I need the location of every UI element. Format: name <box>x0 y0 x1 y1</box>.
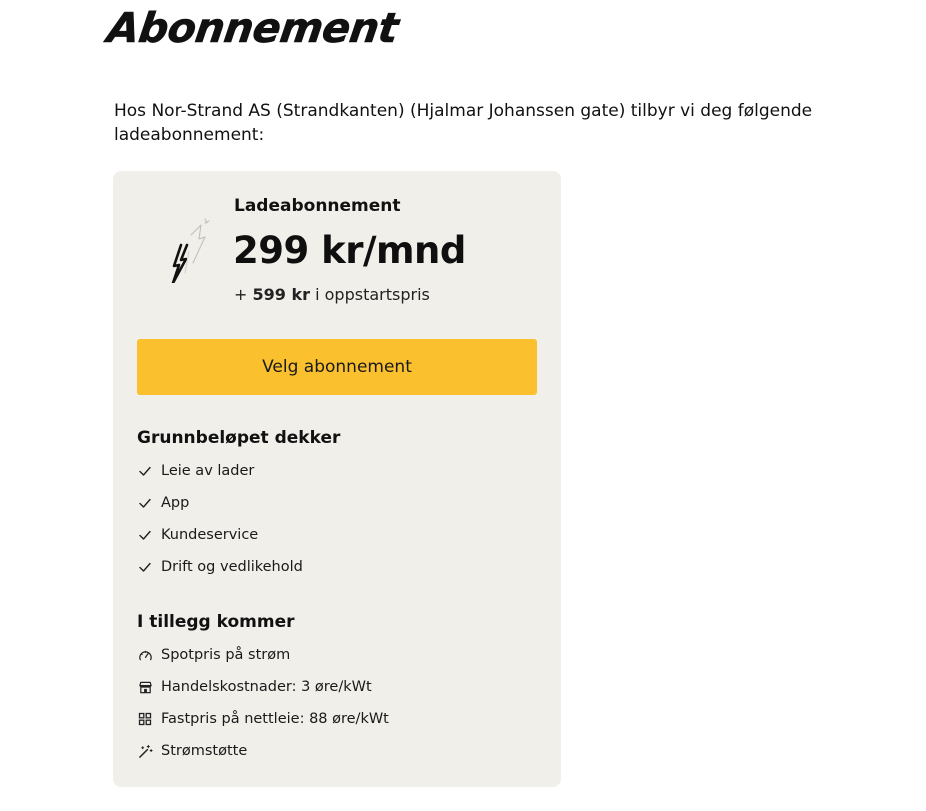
extras-heading: I tillegg kommer <box>137 612 295 632</box>
setup-suffix: i oppstartspris <box>315 285 430 304</box>
magic-wand-icon <box>137 743 153 759</box>
intro-text: Hos Nor-Strand AS (Strandkanten) (Hjalmar Johanssen gate) tilbyr vi deg følgende ladeabonnement: <box>114 101 813 145</box>
subscription-card <box>113 171 561 787</box>
included-heading: Grunnbeløpet dekker <box>137 428 341 448</box>
grid-icon <box>137 711 153 727</box>
list-item <box>137 487 303 519</box>
list-item <box>137 735 389 767</box>
check-icon <box>137 559 153 575</box>
lightning-bolt-icon <box>165 215 215 283</box>
list-item-label: Drift og vedlikehold <box>161 559 303 575</box>
check-icon <box>137 495 153 511</box>
included-list <box>137 455 303 583</box>
storefront-icon <box>137 679 153 695</box>
extras-list <box>137 639 389 767</box>
list-item <box>137 455 303 487</box>
page-title: Abonnement <box>104 4 402 52</box>
list-item-label: Leie av lader <box>161 463 255 479</box>
list-item-label: Kundeservice <box>161 527 259 543</box>
plan-price: 299 kr/mnd <box>233 229 466 272</box>
list-item-label: Fastpris på nettleie: 88 øre/kWt <box>161 711 389 727</box>
check-icon <box>137 463 153 479</box>
list-item-label: App <box>161 495 190 511</box>
check-icon <box>137 527 153 543</box>
plan-name: Ladeabonnement <box>234 196 401 216</box>
list-item <box>137 671 389 703</box>
list-item <box>137 639 389 671</box>
list-item <box>137 551 303 583</box>
list-item <box>137 519 303 551</box>
select-subscription-button[interactable]: Velg abonnement <box>137 339 537 395</box>
setup-price <box>234 285 430 304</box>
setup-prefix: + <box>234 285 248 304</box>
list-item-label: Spotpris på strøm <box>161 647 291 663</box>
list-item-label: Strømstøtte <box>161 743 248 759</box>
list-item <box>137 703 389 735</box>
list-item-label: Handelskostnader: 3 øre/kWt <box>161 679 372 695</box>
gauge-icon <box>137 647 153 663</box>
setup-amount: 599 kr <box>252 285 310 304</box>
